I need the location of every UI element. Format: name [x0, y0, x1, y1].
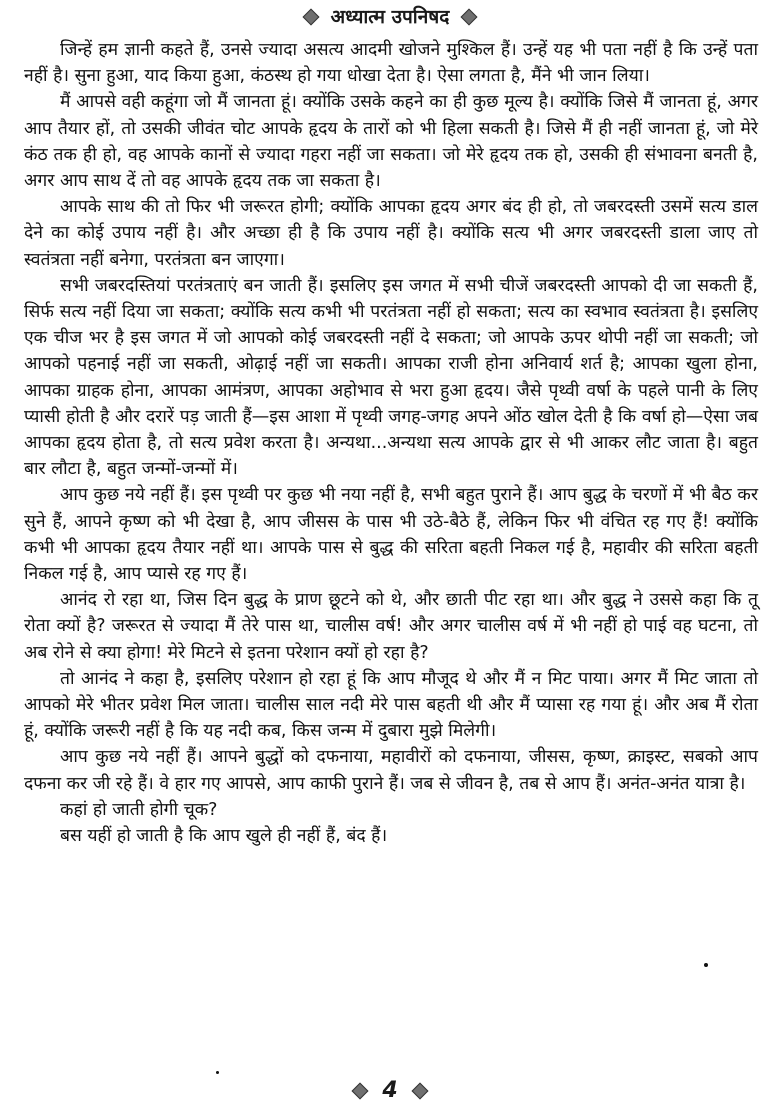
page-header	[0, 4, 780, 30]
paragraph: तो आनंद ने कहा है, इसलिए परेशान हो रहा हूं कि आप मौजूद थे और मैं न मिट पाया। अगर मैं मिट जाता तो आपको मेरे भीतर प्रवेश मिल जाता। चालीस साल नदी मेरे पास बहती थी और मैं प्यासा रह गया हूं। और अब मैं रोता हूं, क्योंकि जरूरी नहीं है कि यह नदी कब, किस जन्म में दुबारा मुझे मिलेगी।	[24, 668, 758, 742]
ink-speck	[216, 1071, 219, 1074]
page-footer	[0, 1078, 780, 1104]
book-title: अध्यात्म उपनिषद	[330, 6, 450, 28]
page-number: 4	[382, 1078, 398, 1103]
paragraph: आप कुछ नये नहीं हैं। आपने बुद्धों को दफनाया, महावीरों को दफनाया, जीसस, कृष्ण, क्राइस्ट, सबको आप दफना कर जी रहे हैं। वे हार गए आपसे, आप काफी पुराने हैं। जब से जीवन है, तब से आप हैं। अनंत-अनंत यात्रा है।	[24, 747, 758, 794]
paragraph: जिन्हें हम ज्ञानी कहते हैं, उनसे ज्यादा असत्य आदमी खोजने मुश्किल हैं। उन्हें यह भी पता नहीं है कि उन्हें पता नहीं है। सुना हुआ, याद किया हुआ, कंठस्थ हो गया धोखा देता है। ऐसा लगता है, मैंने भी जान लिया।	[24, 40, 758, 87]
body-text	[24, 37, 758, 849]
paragraph: बस यहीं हो जाती है कि आप खुले ही नहीं हैं, बंद हैं।	[60, 826, 388, 847]
paragraph: आप कुछ नये नहीं हैं। इस पृथ्वी पर कुछ भी नया नहीं है, सभी बहुत पुराने हैं। आप बुद्ध के चरणों में भी बैठ कर सुने हैं, आपने कृष्ण को भी देखा है, आप जीसस के पास भी उठे-बैठे हैं, लेकिन फिर भी वंचित रह गए हैं! क्योंकि कभी भी आपका हृदय तैयार नहीं था। आपके पास से बुद्ध की सरिता बहती निकल गई है, महावीर की सरिता बहती निकल गई है, आप प्यासे रह गए हैं।	[24, 485, 758, 585]
paragraph: आपके साथ की तो फिर भी जरूरत होगी; क्योंकि आपका हृदय अगर बंद ही हो, तो जबरदस्ती उसमें सत्य डाल देने का कोई उपाय नहीं है। और अच्छा ही है कि उपाय नहीं है। क्योंकि सत्य भी अगर जबरदस्ती डाला जाए तो स्वतंत्रता नहीं बनेगा, परतंत्रता बन जाएगा।	[24, 197, 758, 270]
diamond-ornament-icon	[461, 9, 478, 26]
paragraph: आनंद रो रहा था, जिस दिन बुद्ध के प्राण छूटने को थे, और छाती पीट रहा था। और बुद्ध ने उससे कहा कि तू रोता क्यों है? जरूरत से ज्यादा मैं तेरे पास था, चालीस वर्ष! और अगर चालीस वर्ष में भी नहीं हो पाई वह घटना, तो अब रोने से क्या होगा! मेरे मिटने से इतना परेशान क्यों हो रहा है?	[24, 590, 758, 663]
paragraph: कहां हो जाती होगी चूक?	[60, 799, 218, 820]
paragraph: मैं आपसे वही कहूंगा जो मैं जानता हूं। क्योंकि उसके कहने का ही कुछ मूल्य है। क्योंकि जिसे मैं जानता हूं, अगर आप तैयार हों, तो उसकी जीवंत चोट आपके हृदय के तारों को भी हिला सकती है। जिसे मैं ही नहीं जानता हूं, जो मेरे कंठ तक ही हो, वह आपके कानों से ज्यादा गहरा नहीं जा सकता। जो मेरे हृदय तक हो, उसकी ही संभावना बनती है, अगर आप साथ दें तो वह आपके हृदय तक जा सकता है।	[24, 92, 758, 192]
paragraph: सभी जबरदस्तियां परतंत्रताएं बन जाती हैं। इसलिए इस जगत में सभी चीजें जबरदस्ती आपको दी जा सकती हैं, सिर्फ सत्य नहीं दिया जा सकता; क्योंकि सत्य कभी भी परतंत्रता नहीं हो सकता; सत्य का स्वभाव स्वतंत्रता है। इसलिए एक चीज भर है इस जगत में जो आपको कोई जबरदस्ती नहीं दे सकता; जो आपके ऊपर थोपी नहीं जा सकती; जो आपको पहनाई नहीं जा सकती, ओढ़ाई नहीं जा सकती। आपका राजी होना अनिवार्य शर्त है; आपका खुला होना, आपका ग्राहक होना, आपका आमंत्रण, आपका अहोभाव से भरा हुआ हृदय। जैसे पृथ्वी वर्षा के पहले पानी के लिए प्यासी होती है और दरारें पड़ जाती हैं—इस आशा में पृथ्वी जगह-जगह अपने ओंठ खोल देती है कि वर्षा हो—ऐसा जब आपका हृदय होता है, तो सत्य प्रवेश करता है। अन्यथा...अन्यथा सत्य आपके द्वार से भी आकर लौट जाता है। बहुत बार लौटा है, बहुत जन्मों-जन्मों में।	[24, 275, 758, 480]
diamond-ornament-icon	[352, 1083, 369, 1100]
diamond-ornament-icon	[411, 1083, 428, 1100]
ink-speck	[704, 963, 708, 967]
diamond-ornament-icon	[302, 9, 319, 26]
